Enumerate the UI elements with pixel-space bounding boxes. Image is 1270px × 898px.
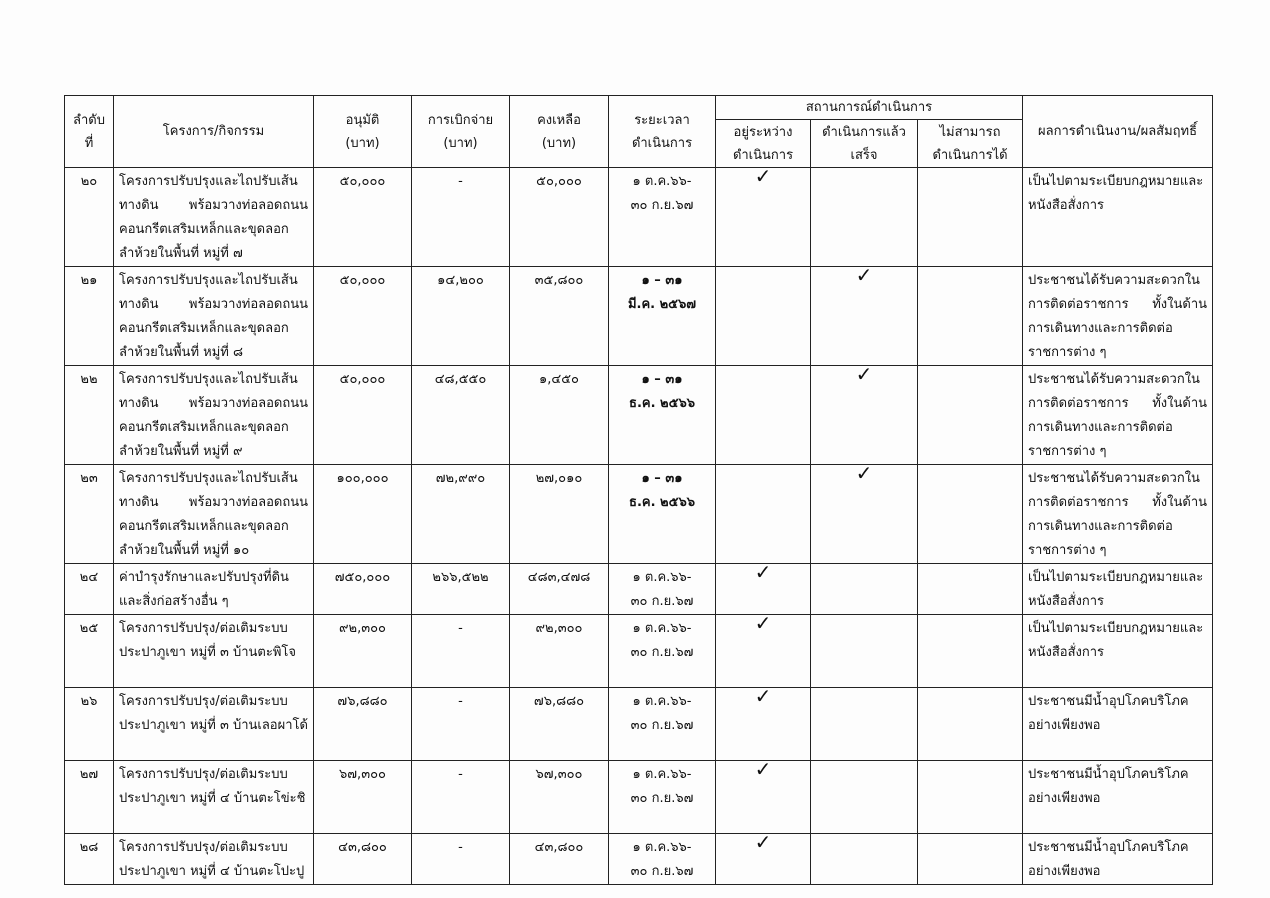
table-row bbox=[65, 267, 1213, 366]
row-project: โครงการปรับปรุงและไถปรับเส้นทางดิน พร้อมวางท่อลอดถนนคอนกรีตเสริมเหล็กและขุดลอกลำห้วยในพื้นที่ หมู่ที่ ๑๐ bbox=[114, 465, 314, 564]
row-status-done bbox=[811, 834, 918, 885]
header-disbursed-unit: (บาท) bbox=[443, 135, 478, 151]
row-period-line1: ๑ – ๓๑ bbox=[641, 471, 683, 486]
header-status-unable-line1: ไม่สามารถ bbox=[939, 124, 1001, 140]
row-status-unable bbox=[918, 267, 1023, 366]
row-status-unable bbox=[918, 615, 1023, 688]
header-remaining bbox=[510, 96, 609, 168]
row-status-in-progress bbox=[716, 564, 811, 615]
row-period-line2: ๓๐ ก.ย.๖๗ bbox=[630, 594, 694, 609]
row-project: โครงการปรับปรุงและไถปรับเส้นทางดิน พร้อมวางท่อลอดถนนคอนกรีตเสริมเหล็กและขุดลอกลำห้วยในพื้นที่ หมู่ที่ ๘ bbox=[114, 267, 314, 366]
table-row bbox=[65, 366, 1213, 465]
table-row bbox=[65, 168, 1213, 267]
row-no: ๒๑ bbox=[65, 267, 114, 366]
row-period-line2: ๓๐ ก.ย.๖๗ bbox=[630, 645, 694, 660]
row-period-line1: ๑ – ๓๑ bbox=[641, 372, 683, 387]
row-status-in-progress bbox=[716, 688, 811, 761]
header-disbursed bbox=[412, 96, 510, 168]
row-period-line1: ๑ ต.ค.๖๖- bbox=[632, 621, 692, 636]
row-no: ๒๗ bbox=[65, 761, 114, 834]
row-result: ประชาชนมีน้ำอุปโภคบริโภคอย่างเพียงพอ bbox=[1023, 761, 1213, 834]
row-result: ประชาชนได้รับความสะดวกในการติดต่อราชการ ทั้งในด้านการเดินทางและการติดต่อราชการต่าง ๆ bbox=[1023, 465, 1213, 564]
row-status-done bbox=[811, 267, 918, 366]
check-mark-icon: ✓ bbox=[855, 266, 873, 287]
row-disbursed: - bbox=[412, 834, 510, 885]
row-project: โครงการปรับปรุงและไถปรับเส้นทางดิน พร้อมวางท่อลอดถนนคอนกรีตเสริมเหล็กและขุดลอกลำห้วยในพื้นที่ หมู่ที่ ๗ bbox=[114, 168, 314, 267]
row-status-unable bbox=[918, 168, 1023, 267]
header-no: ลำดับที่ bbox=[65, 96, 114, 168]
row-period-line2: มี.ค. ๒๕๖๗ bbox=[627, 297, 697, 312]
row-period bbox=[609, 761, 716, 834]
row-result: ประชาชนมีน้ำอุปโภคบริโภคอย่างเพียงพอ bbox=[1023, 834, 1213, 885]
row-approved: ๗๕๐,๐๐๐ bbox=[314, 564, 412, 615]
row-period-line2: ธ.ค. ๒๕๖๖ bbox=[629, 396, 695, 411]
row-status-done bbox=[811, 168, 918, 267]
header-status-unable-line2: ดำเนินการได้ bbox=[932, 147, 1008, 163]
row-period bbox=[609, 834, 716, 885]
table-row bbox=[65, 688, 1213, 761]
row-approved: ๕๐,๐๐๐ bbox=[314, 366, 412, 465]
row-remaining: ๙๒,๓๐๐ bbox=[510, 615, 609, 688]
row-period-line2: ๓๐ ก.ย.๖๗ bbox=[630, 718, 694, 733]
check-mark-icon: ✓ bbox=[754, 760, 772, 781]
row-project: ค่าบำรุงรักษาและปรับปรุงที่ดินและสิ่งก่อสร้างอื่น ๆ bbox=[114, 564, 314, 615]
header-remaining-unit: (บาท) bbox=[541, 135, 577, 151]
row-status-unable bbox=[918, 564, 1023, 615]
row-status-in-progress bbox=[716, 465, 811, 564]
row-status-unable bbox=[918, 834, 1023, 885]
row-no: ๒๔ bbox=[65, 564, 114, 615]
row-remaining: ๖๗,๓๐๐ bbox=[510, 761, 609, 834]
table-row bbox=[65, 761, 1213, 834]
row-period bbox=[609, 564, 716, 615]
header-period bbox=[609, 96, 716, 168]
header-row-1 bbox=[65, 96, 1213, 120]
header-approved-unit: (บาท) bbox=[345, 135, 380, 151]
row-project: โครงการปรับปรุง/ต่อเติมระบบประปาภูเขา หมู่ที่ ๓ บ้านเลอผาโด้ bbox=[114, 688, 314, 761]
row-remaining: ๑,๔๕๐ bbox=[510, 366, 609, 465]
row-period-line1: ๑ ต.ค.๖๖- bbox=[632, 694, 692, 709]
row-period bbox=[609, 168, 716, 267]
row-period bbox=[609, 688, 716, 761]
row-status-in-progress bbox=[716, 168, 811, 267]
row-status-done bbox=[811, 688, 918, 761]
header-period-line2: ดำเนินการ bbox=[631, 135, 693, 151]
row-remaining: ๔๘๓,๔๗๘ bbox=[510, 564, 609, 615]
row-status-done bbox=[811, 615, 918, 688]
row-disbursed: - bbox=[412, 168, 510, 267]
row-project: โครงการปรับปรุง/ต่อเติมระบบประปาภูเขา หมู่ที่ ๓ บ้านตะพิโจ bbox=[114, 615, 314, 688]
header-project: โครงการ/กิจกรรม bbox=[114, 96, 314, 168]
table-body bbox=[65, 168, 1213, 885]
row-no: ๒๐ bbox=[65, 168, 114, 267]
row-disbursed: - bbox=[412, 761, 510, 834]
header-status-done-line2: เสร็จ bbox=[850, 147, 878, 163]
row-disbursed: - bbox=[412, 688, 510, 761]
header-disbursed-label: การเบิกจ่าย bbox=[427, 112, 494, 128]
row-no: ๒๘ bbox=[65, 834, 114, 885]
row-status-in-progress bbox=[716, 761, 811, 834]
header-remaining-label: คงเหลือ bbox=[537, 112, 581, 128]
check-mark-icon: ✓ bbox=[754, 687, 772, 708]
header-status-done-line1: ดำเนินการแล้ว bbox=[822, 124, 906, 140]
row-no: ๒๒ bbox=[65, 366, 114, 465]
row-remaining: ๓๕,๘๐๐ bbox=[510, 267, 609, 366]
row-disbursed: ๗๒,๙๙๐ bbox=[412, 465, 510, 564]
row-status-in-progress bbox=[716, 615, 811, 688]
row-approved: ๑๐๐,๐๐๐ bbox=[314, 465, 412, 564]
row-status-unable bbox=[918, 366, 1023, 465]
row-result: เป็นไปตามระเบียบกฎหมายและหนังสือสั่งการ bbox=[1023, 168, 1213, 267]
header-status-in-progress-line2: ดำเนินการ bbox=[732, 147, 794, 163]
row-approved: ๙๒,๓๐๐ bbox=[314, 615, 412, 688]
row-status-in-progress bbox=[716, 834, 811, 885]
row-remaining: ๒๗,๐๑๐ bbox=[510, 465, 609, 564]
check-mark-icon: ✓ bbox=[754, 563, 772, 584]
table-row bbox=[65, 465, 1213, 564]
row-disbursed: ๑๔,๒๐๐ bbox=[412, 267, 510, 366]
check-mark-icon: ✓ bbox=[754, 614, 772, 635]
row-status-unable bbox=[918, 688, 1023, 761]
row-period-line2: ธ.ค. ๒๕๖๖ bbox=[629, 495, 695, 510]
row-period-line1: ๑ – ๓๑ bbox=[641, 273, 683, 288]
row-status-unable bbox=[918, 465, 1023, 564]
header-approved bbox=[314, 96, 412, 168]
row-period-line1: ๑ ต.ค.๖๖- bbox=[632, 767, 692, 782]
row-approved: ๗๖,๘๘๐ bbox=[314, 688, 412, 761]
check-mark-icon: ✓ bbox=[855, 365, 873, 386]
row-approved: ๔๓,๘๐๐ bbox=[314, 834, 412, 885]
row-period-line1: ๑ ต.ค.๖๖- bbox=[632, 174, 692, 189]
row-period bbox=[609, 366, 716, 465]
row-approved: ๕๐,๐๐๐ bbox=[314, 168, 412, 267]
header-result: ผลการดำเนินงาน/ผลสัมฤทธิ์ bbox=[1023, 96, 1213, 168]
row-status-done bbox=[811, 564, 918, 615]
row-period-line1: ๑ ต.ค.๖๖- bbox=[632, 840, 692, 855]
row-status-in-progress bbox=[716, 267, 811, 366]
header-approved-label: อนุมัติ bbox=[345, 112, 380, 128]
row-remaining: ๔๓,๘๐๐ bbox=[510, 834, 609, 885]
header-status-unable bbox=[918, 120, 1023, 168]
row-result: ประชาชนได้รับความสะดวกในการติดต่อราชการ ทั้งในด้านการเดินทางและการติดต่อราชการต่าง ๆ bbox=[1023, 267, 1213, 366]
header-status-in-progress bbox=[716, 120, 811, 168]
row-disbursed: - bbox=[412, 615, 510, 688]
table-row bbox=[65, 615, 1213, 688]
row-status-unable bbox=[918, 761, 1023, 834]
check-mark-icon: ✓ bbox=[855, 464, 873, 485]
row-period-line1: ๑ ต.ค.๖๖- bbox=[632, 570, 692, 585]
row-result: เป็นไปตามระเบียบกฎหมายและหนังสือสั่งการ bbox=[1023, 615, 1213, 688]
row-approved: ๖๗,๓๐๐ bbox=[314, 761, 412, 834]
row-no: ๒๖ bbox=[65, 688, 114, 761]
table-row bbox=[65, 834, 1213, 885]
row-status-done bbox=[811, 465, 918, 564]
row-project: โครงการปรับปรุง/ต่อเติมระบบประปาภูเขา หมู่ที่ ๔ บ้านตะโปะปู bbox=[114, 834, 314, 885]
row-result: ประชาชนมีน้ำอุปโภคบริโภคอย่างเพียงพอ bbox=[1023, 688, 1213, 761]
row-remaining: ๕๐,๐๐๐ bbox=[510, 168, 609, 267]
header-status-in-progress-line1: อยู่ระหว่าง bbox=[733, 124, 793, 140]
row-period-line2: ๓๐ ก.ย.๖๗ bbox=[630, 198, 694, 213]
row-period-line2: ๓๐ ก.ย.๖๗ bbox=[630, 791, 694, 806]
row-status-done bbox=[811, 761, 918, 834]
check-mark-icon: ✓ bbox=[754, 833, 772, 854]
header-status-done bbox=[811, 120, 918, 168]
row-remaining: ๗๖,๘๘๐ bbox=[510, 688, 609, 761]
project-status-table bbox=[64, 95, 1213, 885]
header-status: สถานการณ์ดำเนินการ bbox=[716, 96, 1023, 120]
row-status-done bbox=[811, 366, 918, 465]
row-period bbox=[609, 615, 716, 688]
table-row bbox=[65, 564, 1213, 615]
row-project: โครงการปรับปรุง/ต่อเติมระบบประปาภูเขา หมู่ที่ ๔ บ้านตะโข่ะชิ bbox=[114, 761, 314, 834]
check-mark-icon: ✓ bbox=[754, 167, 772, 188]
row-result: เป็นไปตามระเบียบกฎหมายและหนังสือสั่งการ bbox=[1023, 564, 1213, 615]
row-status-in-progress bbox=[716, 366, 811, 465]
row-no: ๒๕ bbox=[65, 615, 114, 688]
row-result: ประชาชนได้รับความสะดวกในการติดต่อราชการ ทั้งในด้านการเดินทางและการติดต่อราชการต่าง ๆ bbox=[1023, 366, 1213, 465]
row-approved: ๕๐,๐๐๐ bbox=[314, 267, 412, 366]
row-period-line2: ๓๐ ก.ย.๖๗ bbox=[630, 864, 694, 879]
row-no: ๒๓ bbox=[65, 465, 114, 564]
row-disbursed: ๔๘,๕๕๐ bbox=[412, 366, 510, 465]
row-period bbox=[609, 465, 716, 564]
row-project: โครงการปรับปรุงและไถปรับเส้นทางดิน พร้อมวางท่อลอดถนนคอนกรีตเสริมเหล็กและขุดลอกลำห้วยในพื้นที่ หมู่ที่ ๙ bbox=[114, 366, 314, 465]
row-disbursed: ๒๖๖,๕๒๒ bbox=[412, 564, 510, 615]
header-period-line1: ระยะเวลา bbox=[634, 112, 690, 128]
row-period bbox=[609, 267, 716, 366]
